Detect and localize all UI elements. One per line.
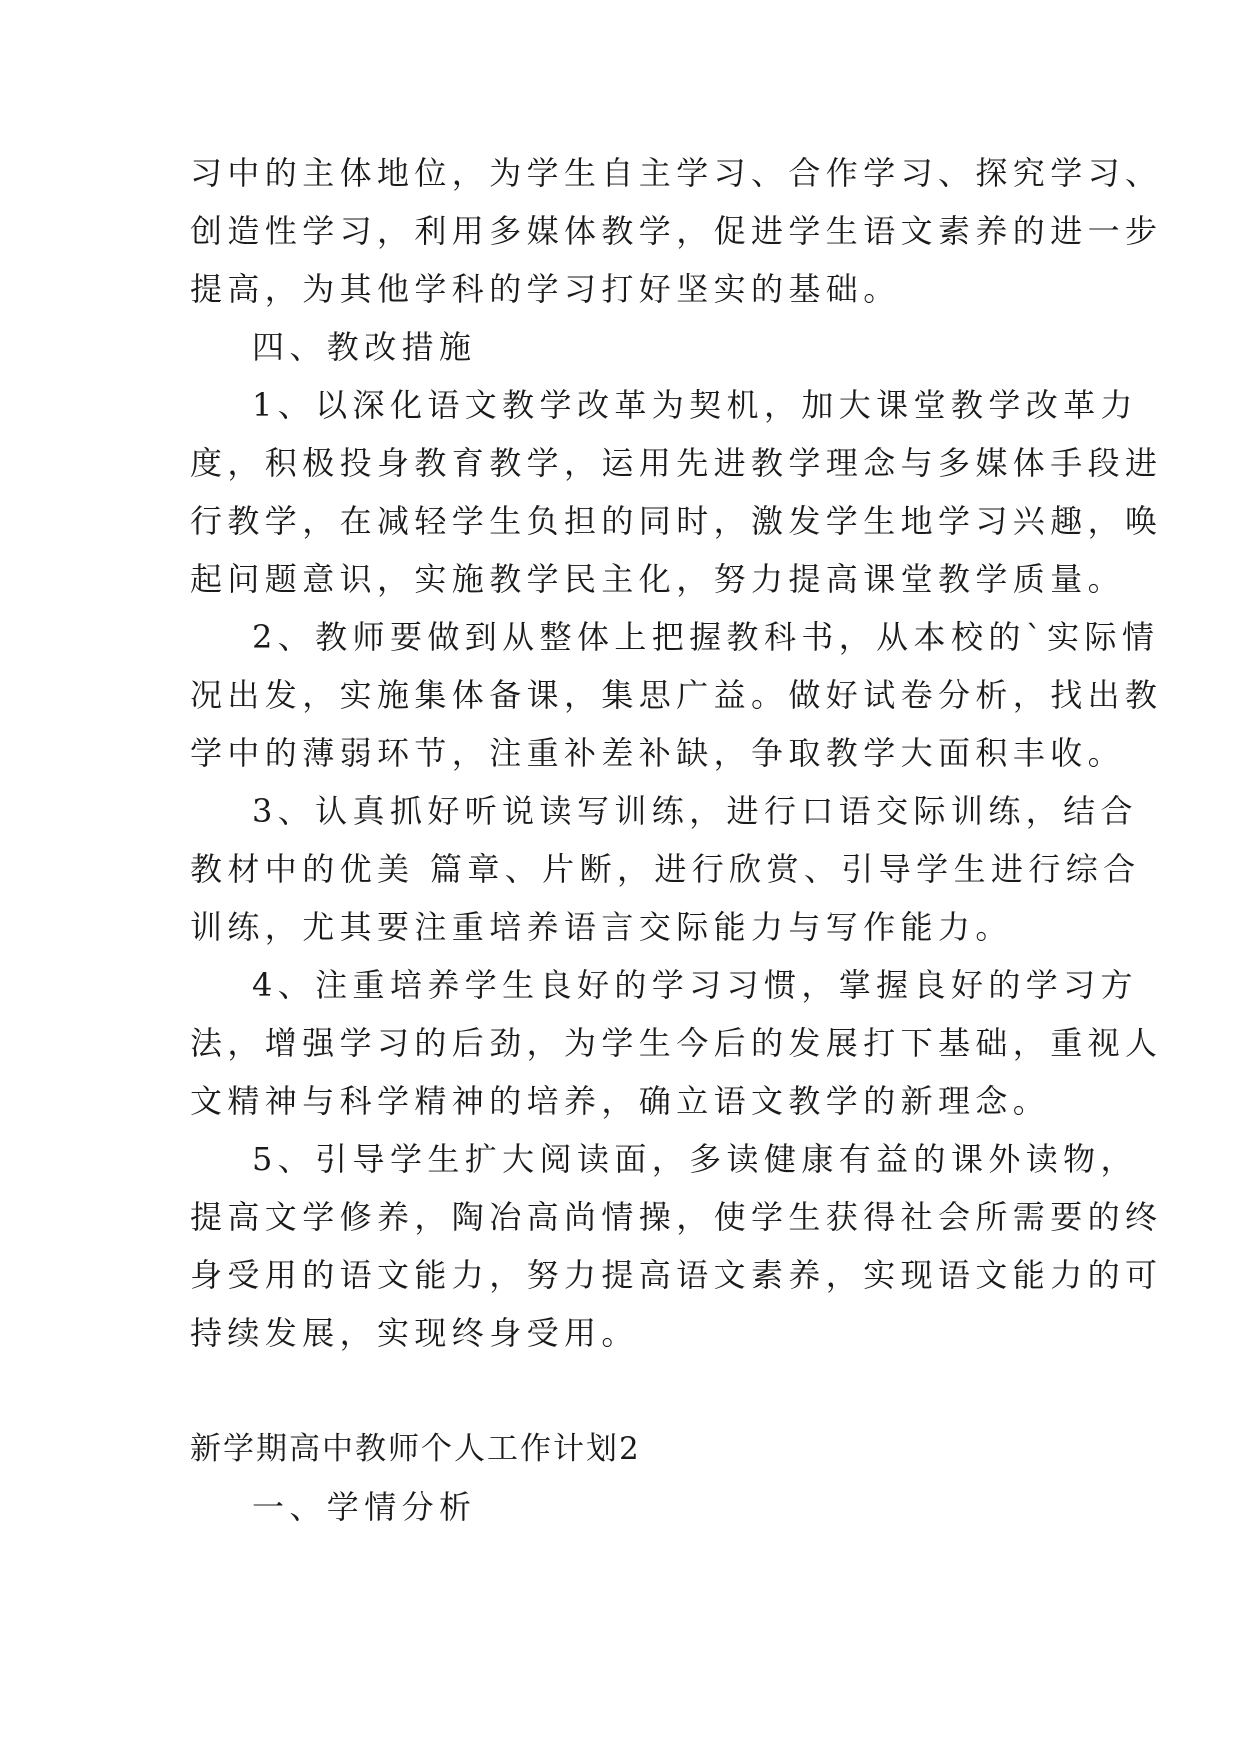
item-3-line: 训练，尤其要注重培养语言交际能力与写作能力。 <box>190 908 1013 946</box>
item-4-line: 文精神与科学精神的培养，确立语文教学的新理念。 <box>190 1082 1051 1120</box>
section-heading: 四、教改措施 <box>252 328 477 366</box>
plan-two-title: 新学期高中教师个人工作计划2 <box>190 1431 641 1467</box>
paragraph-line: 提高，为其他学科的学习打好坚实的基础。 <box>190 270 901 308</box>
item-5-line: 提高文学修养，陶冶高尚情操，使学生获得社会所需要的终 <box>190 1198 1163 1236</box>
item-5-line: 持续发展，实现终身受用。 <box>190 1314 639 1352</box>
item-1-line: 起问题意识，实施教学民主化，努力提高课堂教学质量。 <box>190 560 1126 598</box>
item-4-line: 4、注重培养学生良好的学习习惯，掌握良好的学习方 <box>252 966 1138 1004</box>
item-5-line: 身受用的语文能力，努力提高语文素养，实现语文能力的可 <box>190 1256 1163 1294</box>
item-1-line: 度，积极投身教育教学，运用先进教学理念与多媒体手段进 <box>190 444 1163 482</box>
item-2-line: 学中的薄弱环节，注重补差补缺，争取教学大面积丰收。 <box>190 734 1126 772</box>
item-2-line: 况出发，实施集体备课，集思广益。做好试卷分析，找出教 <box>190 676 1163 714</box>
item-1-line: 行教学，在减轻学生负担的同时，激发学生地学习兴趣，唤 <box>190 502 1163 540</box>
item-5-line: 5、引导学生扩大阅读面，多读健康有益的课外读物， <box>252 1140 1138 1178</box>
paragraph-line: 创造性学习，利用多媒体教学，促进学生语文素养的进一步 <box>190 212 1163 250</box>
paragraph-line: 习中的主体地位，为学生自主学习、合作学习、探究学习、 <box>190 154 1163 192</box>
item-2-line: 2、教师要做到从整体上把握教科书，从本校的`实际情 <box>252 618 1160 656</box>
item-1-line: 1、以深化语文教学改革为契机，加大课堂教学改革力 <box>252 386 1138 424</box>
item-4-line: 法，增强学习的后劲，为学生今后的发展打下基础，重视人 <box>190 1024 1163 1062</box>
plan-two-first-heading: 一、学情分析 <box>252 1488 477 1526</box>
item-3-line: 教材中的优美 篇章、片断，进行欣赏、引导学生进行综合 <box>190 850 1141 888</box>
item-3-line: 3、认真抓好听说读写训练，进行口语交际训练，结合 <box>252 792 1138 830</box>
